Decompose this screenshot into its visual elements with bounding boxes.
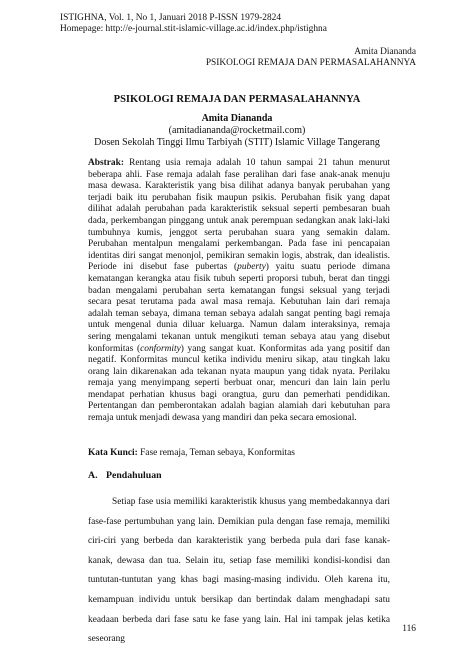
running-title: PSIKOLOGI REMAJA DAN PERMASALAHANNYA: [205, 58, 416, 68]
author-email[interactable]: (amitadiananda@rocketmail.com): [168, 125, 306, 136]
page-number: 116: [402, 624, 416, 634]
journal-info: ISTIGHNA, Vol. 1, No 1, Januari 2018 P-ISSN 1979-2824: [60, 13, 282, 23]
abstract: [88, 158, 390, 425]
keywords-value: Fase remaja, Teman sebaya, Konformitas: [140, 448, 295, 458]
running-header: [206, 47, 416, 69]
body-paragraph-text: Setiap fase usia memiliki karakteristik khusus yang membedakannya dari fase-fase pertumbuhan yang lain. Demikian pula dengan fase remaja, memiliki ciri-ciri yang berbeda dan karakteristik yang berbeda pula dari fase kanak-kanak, dewasa dan tua. Selain itu, setiap fase memiliki kondisi-kondisi dan tuntutan-tuntutan yang khas bagi masing-masing individu. Oleh karena itu, kemampuan individu untuk bersikap dan bertindak dalam menghadapi satu keadaan berbeda dari fase satu ke fase yang lain. Hal ini tampak jelas ketika seseorang: [88, 497, 390, 645]
article-title: PSIKOLOGI REMAJA DAN PERMASALAHANNYA: [113, 94, 361, 105]
abstract-term-conformity: conformity: [140, 343, 181, 354]
section-number: A.: [88, 470, 98, 481]
journal-homepage[interactable]: Homepage: http://e-journal.stit-islamic-village.ac.id/index.php/istighna: [60, 24, 327, 34]
section-heading: [88, 470, 162, 481]
author-affiliation: Dosen Sekolah Tinggi Ilmu Tarbiyah (STIT) Islamic Village Tangerang: [94, 137, 380, 148]
author-block: [0, 113, 474, 149]
abstract-text-2: ) yaitu suatu periode dimana kematangan kerangka atau fisik tubuh seperti proporsi tubuh, berat dan tinggi badan mengalami perubahan serta kematangan fungsi seksual yang terjadi secara pesat terutama pada awal masa remaja. Kebutuhan lain dari remaja adalah teman sebaya, dimana teman sebaya adalah sangat penting bagi remaja untuk mengenal dunia diluar keluarga. Namun dalam interaksinya, remaja sering mengalami tekanan untuk mengikuti teman sebaya atau yang disebut konformitas (: [88, 262, 390, 354]
journal-header: [60, 13, 327, 35]
body-paragraph: [88, 493, 390, 650]
keywords: [88, 448, 295, 458]
abstract-text-3: ) yang sangat kuat. Konformitas ada yang positif dan negatif. Konformitas muncul ketika individu meniru sikap, atau tingkah laku orang lain dikarenakan ada tekanan nyata maupun yang tidak nyata. Perilaku remaja yang menyimpang seperti berbuat onar, mencuri dan lain lain perlu mendapat perhatian khusus bagi orangtua, guru dan pemerhati pendidikan. Pertentangan dan pemberontakan adalah bagian alamiah dari kebutuhan para remaja untuk menjadi dewasa yang mandiri dan peka secara emosional.: [88, 343, 390, 424]
abstract-term-puberty: puberty: [237, 262, 266, 273]
keywords-label: Kata Kunci:: [88, 448, 138, 458]
running-author: Amita Diananda: [354, 47, 416, 57]
author-name: Amita Diananda: [201, 113, 273, 124]
abstract-text-1: Rentang usia remaja adalah 10 tahun sampai 21 tahun menurut beberapa ahli. Fase remaja adalah fase peralihan dari fase anak-anak menuju masa dewasa. Karakteristik yang bisa dilihat adanya banyak perubahan yang terjadi baik itu perubahan fisik maupun psikis. Perubahan fisik yang dapat dilihat adalah perubahan pada karakteristik seksual seperti pembesaran buah dada, perkembangan pinggang untuk anak perempuan sedangkan anak laki-laki tumbuhnya kumis, jenggot serta perubahan suara yang semakin dalam. Perubahan mentalpun mengalami perkembangan. Pada fase ini pencapaian identitas diri sangat menonjol, pemikiran semakin logis, abstrak, dan idealistis. Periode ini disebut fase pubertas (: [88, 158, 391, 273]
section-title: Pendahuluan: [106, 470, 162, 481]
abstract-label: Abstrak:: [88, 158, 124, 168]
